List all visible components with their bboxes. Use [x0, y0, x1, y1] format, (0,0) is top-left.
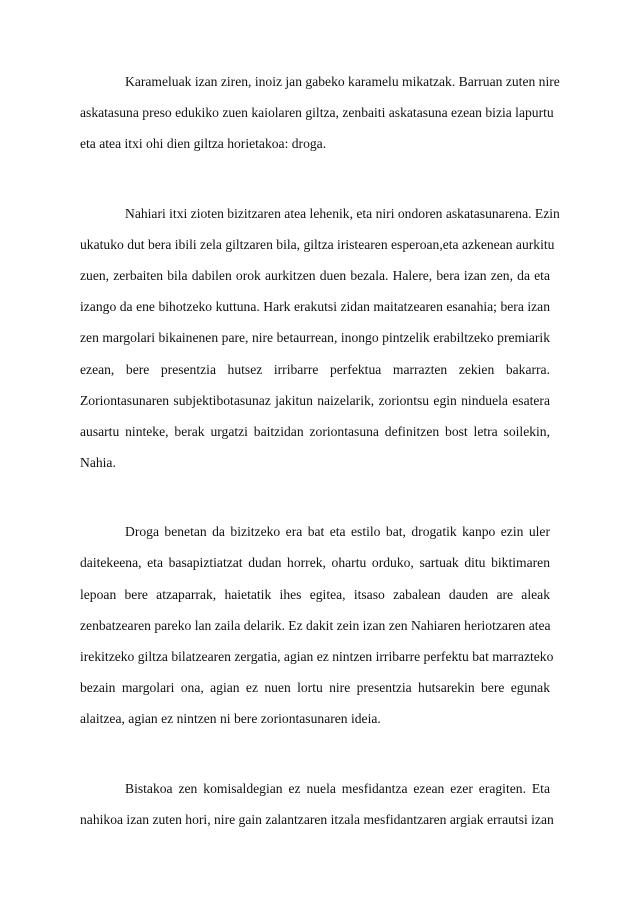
text-line: Zoriontasunaren subjektibotasunaz jakitun naizelarik, zoriontsu egin ninduela esatera — [80, 392, 550, 408]
text-line: Karameluak izan ziren, inoiz jan gabeko karamelu mikatzak. Barruan zuten nire — [125, 74, 560, 89]
text-line: irekitzeko giltza bilatzearen zergatia, agian ez nintzen irribarre perfektu bat marrazteko — [80, 649, 554, 664]
text-line: lepoan bere atzaparrak, haietatik ihes egitea, itsaso zabalean dauden are aleak — [80, 586, 550, 602]
paragraph-3 — [80, 522, 554, 740]
paragraph-1 — [80, 72, 560, 166]
text-line: ukatuko dut bera ibili zela giltzaren bila, giltza iristearen esperoan,eta azkenean aurkitu — [80, 236, 555, 252]
text-line: Nahiari itxi zioten bizitzaren atea lehenik, eta niri ondoren askatasunarena. Ezin — [125, 205, 560, 221]
text-line: daitekeena, eta basapiztiatzat dudan horrek, ohartu orduko, sartuak ditu biktimaren — [80, 555, 550, 571]
paragraph-4 — [80, 779, 554, 841]
paragraph-2 — [80, 204, 560, 485]
text-line: nahikoa izan zuten hori, nire gain zalantzaren itzala mesfidantzaren argiak errautsi izan — [80, 811, 554, 827]
text-line: ezean, bere presentzia hutsez irribarre perfektua marrazten zekien bakarra. — [80, 361, 550, 377]
text-line: zenbatzearen pareko lan zaila delarik. Ez dakit zein izan zen Nahiaren heriotzaren atea — [80, 617, 551, 633]
text-line: Nahia. — [80, 455, 116, 471]
text-line: ausartu ninteke, berak urgatzi baitzidan zoriontasuna definitzen bost letra soilekin, — [80, 423, 550, 439]
text-line: eta atea itxi ohi dien giltza horietakoa: droga. — [80, 136, 327, 152]
text-line: zuen, zerbaiten bila dabilen orok aurkitzen duen bezala. Halere, bera izan zen, da eta — [80, 267, 550, 283]
text-line: izango da ene bihotzeko kuttuna. Hark erakutsi zidan maitatzearen esanahia; bera izan — [80, 299, 550, 315]
text-line: askatasuna preso edukiko zuen kaiolaren giltza, zenbaiti askatasuna ezean bizia lapurtu — [80, 105, 554, 121]
text-line: Bistakoa zen komisaldegian ez nuela mesfidantza ezean ezer eragiten. Eta — [125, 780, 550, 796]
text-line: alaitzea, agian ez nintzen ni bere zoriontasunaren ideia. — [80, 711, 381, 727]
text-line: zen margolari bikainenen pare, nire betaurrean, inongo pintzelik erabiltzeko premiarik — [80, 330, 550, 346]
document-body — [80, 72, 560, 879]
text-line: Droga benetan da bizitzeko era bat eta estilo bat, drogatik kanpo ezin uler — [125, 524, 550, 540]
text-line: bezain margolari ona, agian ez nuen lortu nire presentzia hutsarekin bere egunak — [80, 680, 550, 696]
